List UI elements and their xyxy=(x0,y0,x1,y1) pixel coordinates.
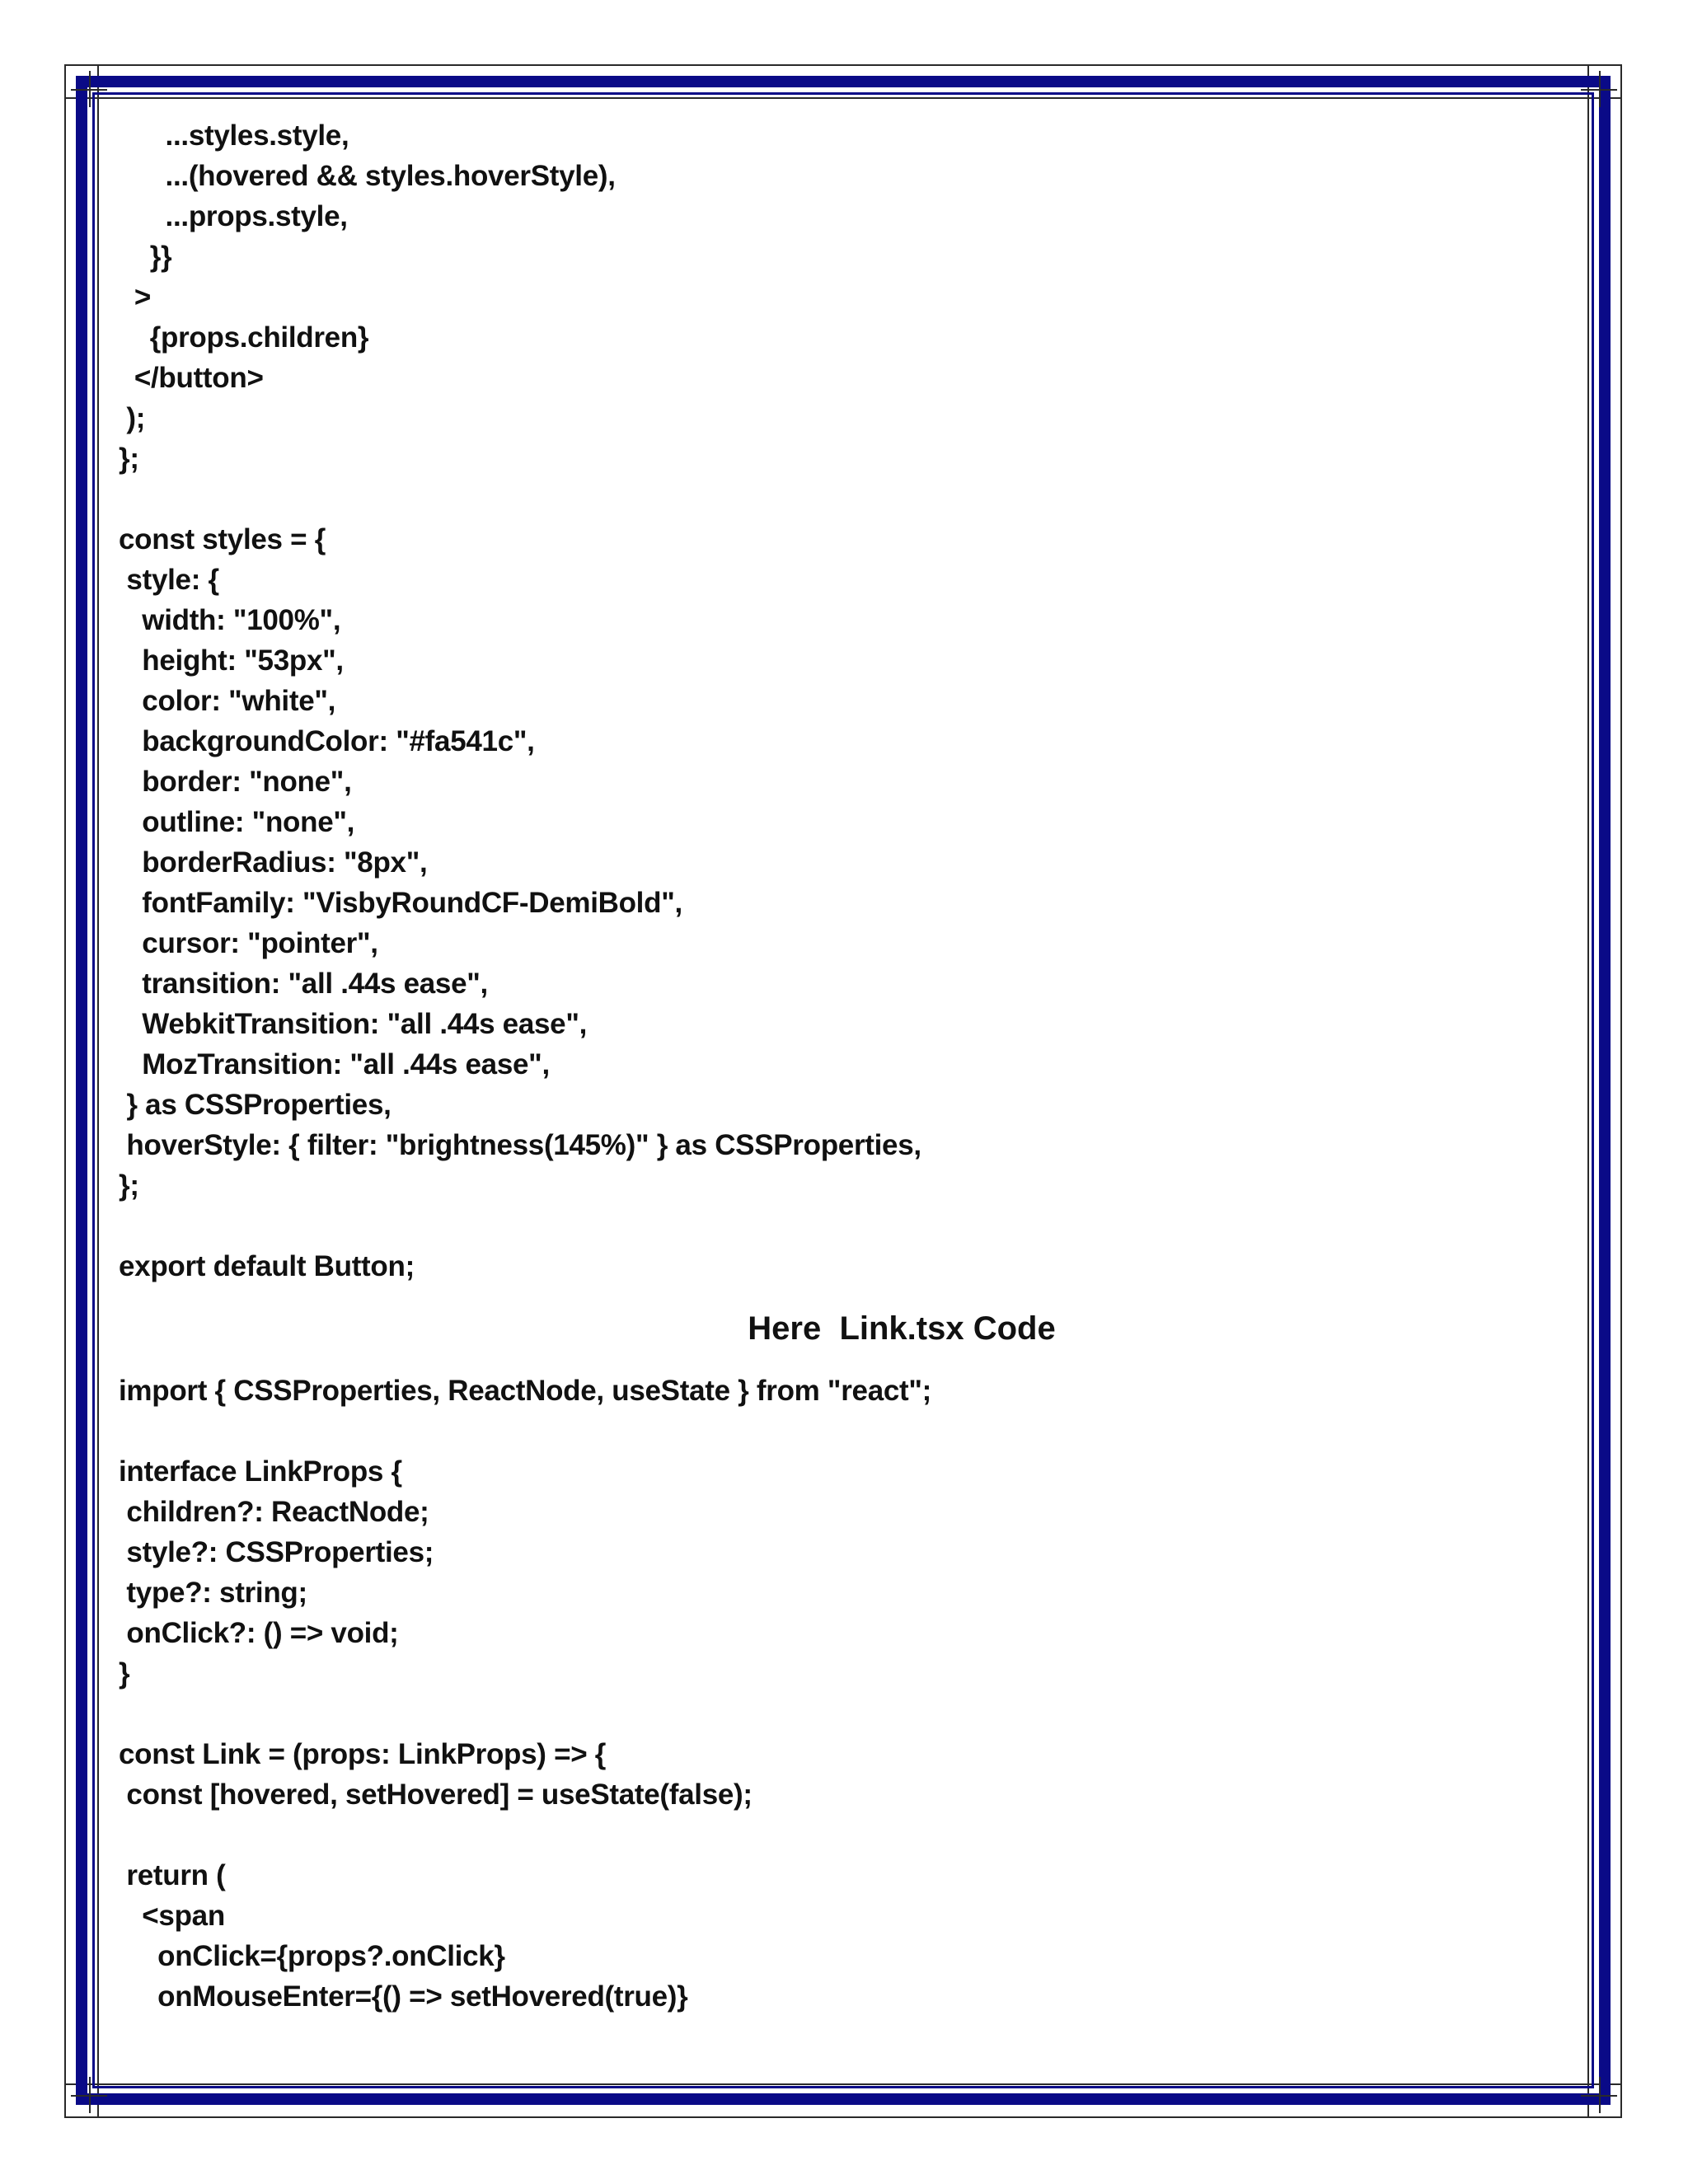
code-line: style?: CSSProperties; xyxy=(119,1536,434,1568)
code-line xyxy=(119,1694,1569,1734)
code-line: ...props.style, xyxy=(119,200,348,232)
code-line: backgroundColor: "#fa541c", xyxy=(119,725,535,757)
code-line: }} xyxy=(119,241,172,273)
code-line: WebkitTransition: "all .44s ease", xyxy=(119,1008,588,1040)
code-line xyxy=(119,1411,1569,1451)
code-line: ); xyxy=(119,402,146,434)
code-line: const Link = (props: LinkProps) => { xyxy=(119,1738,607,1770)
code-line: MozTransition: "all .44s ease", xyxy=(119,1048,550,1080)
code-line: borderRadius: "8px", xyxy=(119,846,428,879)
code-line: width: "100%", xyxy=(119,604,341,636)
code-block-link xyxy=(119,1371,1569,2017)
code-line: export default Button; xyxy=(119,1250,415,1282)
code-line: }; xyxy=(119,443,139,475)
frame-corner-ornament xyxy=(1581,71,1617,107)
code-line: import { CSSProperties, ReactNode, useState } from "react"; xyxy=(119,1375,932,1407)
code-line: const styles = { xyxy=(119,523,326,555)
code-line: </button> xyxy=(119,362,264,394)
code-line: hoverStyle: { filter: "brightness(145%)" } as CSSProperties, xyxy=(119,1129,921,1161)
code-line xyxy=(119,1815,1569,1855)
frame-corner-ornament xyxy=(71,2077,107,2113)
code-line: interface LinkProps { xyxy=(119,1455,402,1488)
code-line: height: "53px", xyxy=(119,644,344,677)
document-body xyxy=(119,115,1569,2017)
code-block-button xyxy=(119,115,1569,1286)
code-line: ...(hovered && styles.hoverStyle), xyxy=(119,160,616,192)
code-line: transition: "all .44s ease", xyxy=(119,968,488,1000)
code-line: border: "none", xyxy=(119,766,352,798)
code-line: } as CSSProperties, xyxy=(119,1089,392,1121)
code-line: fontFamily: "VisbyRoundCF-DemiBold", xyxy=(119,887,682,919)
code-line: > xyxy=(119,281,151,313)
code-line: } xyxy=(119,1657,130,1690)
code-line: }; xyxy=(119,1169,139,1202)
code-line: onClick?: () => void; xyxy=(119,1617,399,1649)
code-line: onClick={props?.onClick} xyxy=(119,1940,505,1972)
code-line: children?: ReactNode; xyxy=(119,1496,429,1528)
section-heading: Here Link.tsx Code xyxy=(748,1310,1056,1347)
code-line: <span xyxy=(119,1900,225,1932)
frame-corner-ornament xyxy=(71,71,107,107)
code-line: style: { xyxy=(119,564,219,596)
code-line: return ( xyxy=(119,1859,226,1891)
code-line: ...styles.style, xyxy=(119,120,349,152)
code-line: outline: "none", xyxy=(119,806,355,838)
code-line: cursor: "pointer", xyxy=(119,927,378,959)
code-line: {props.children} xyxy=(119,321,369,354)
code-line: type?: string; xyxy=(119,1577,307,1609)
code-line: onMouseEnter={() => setHovered(true)} xyxy=(119,1980,688,2013)
code-line: color: "white", xyxy=(119,685,336,717)
code-line: const [hovered, setHovered] = useState(false); xyxy=(119,1779,753,1811)
code-line xyxy=(119,1206,1569,1246)
code-line xyxy=(119,479,1569,519)
frame-corner-ornament xyxy=(1581,2077,1617,2113)
